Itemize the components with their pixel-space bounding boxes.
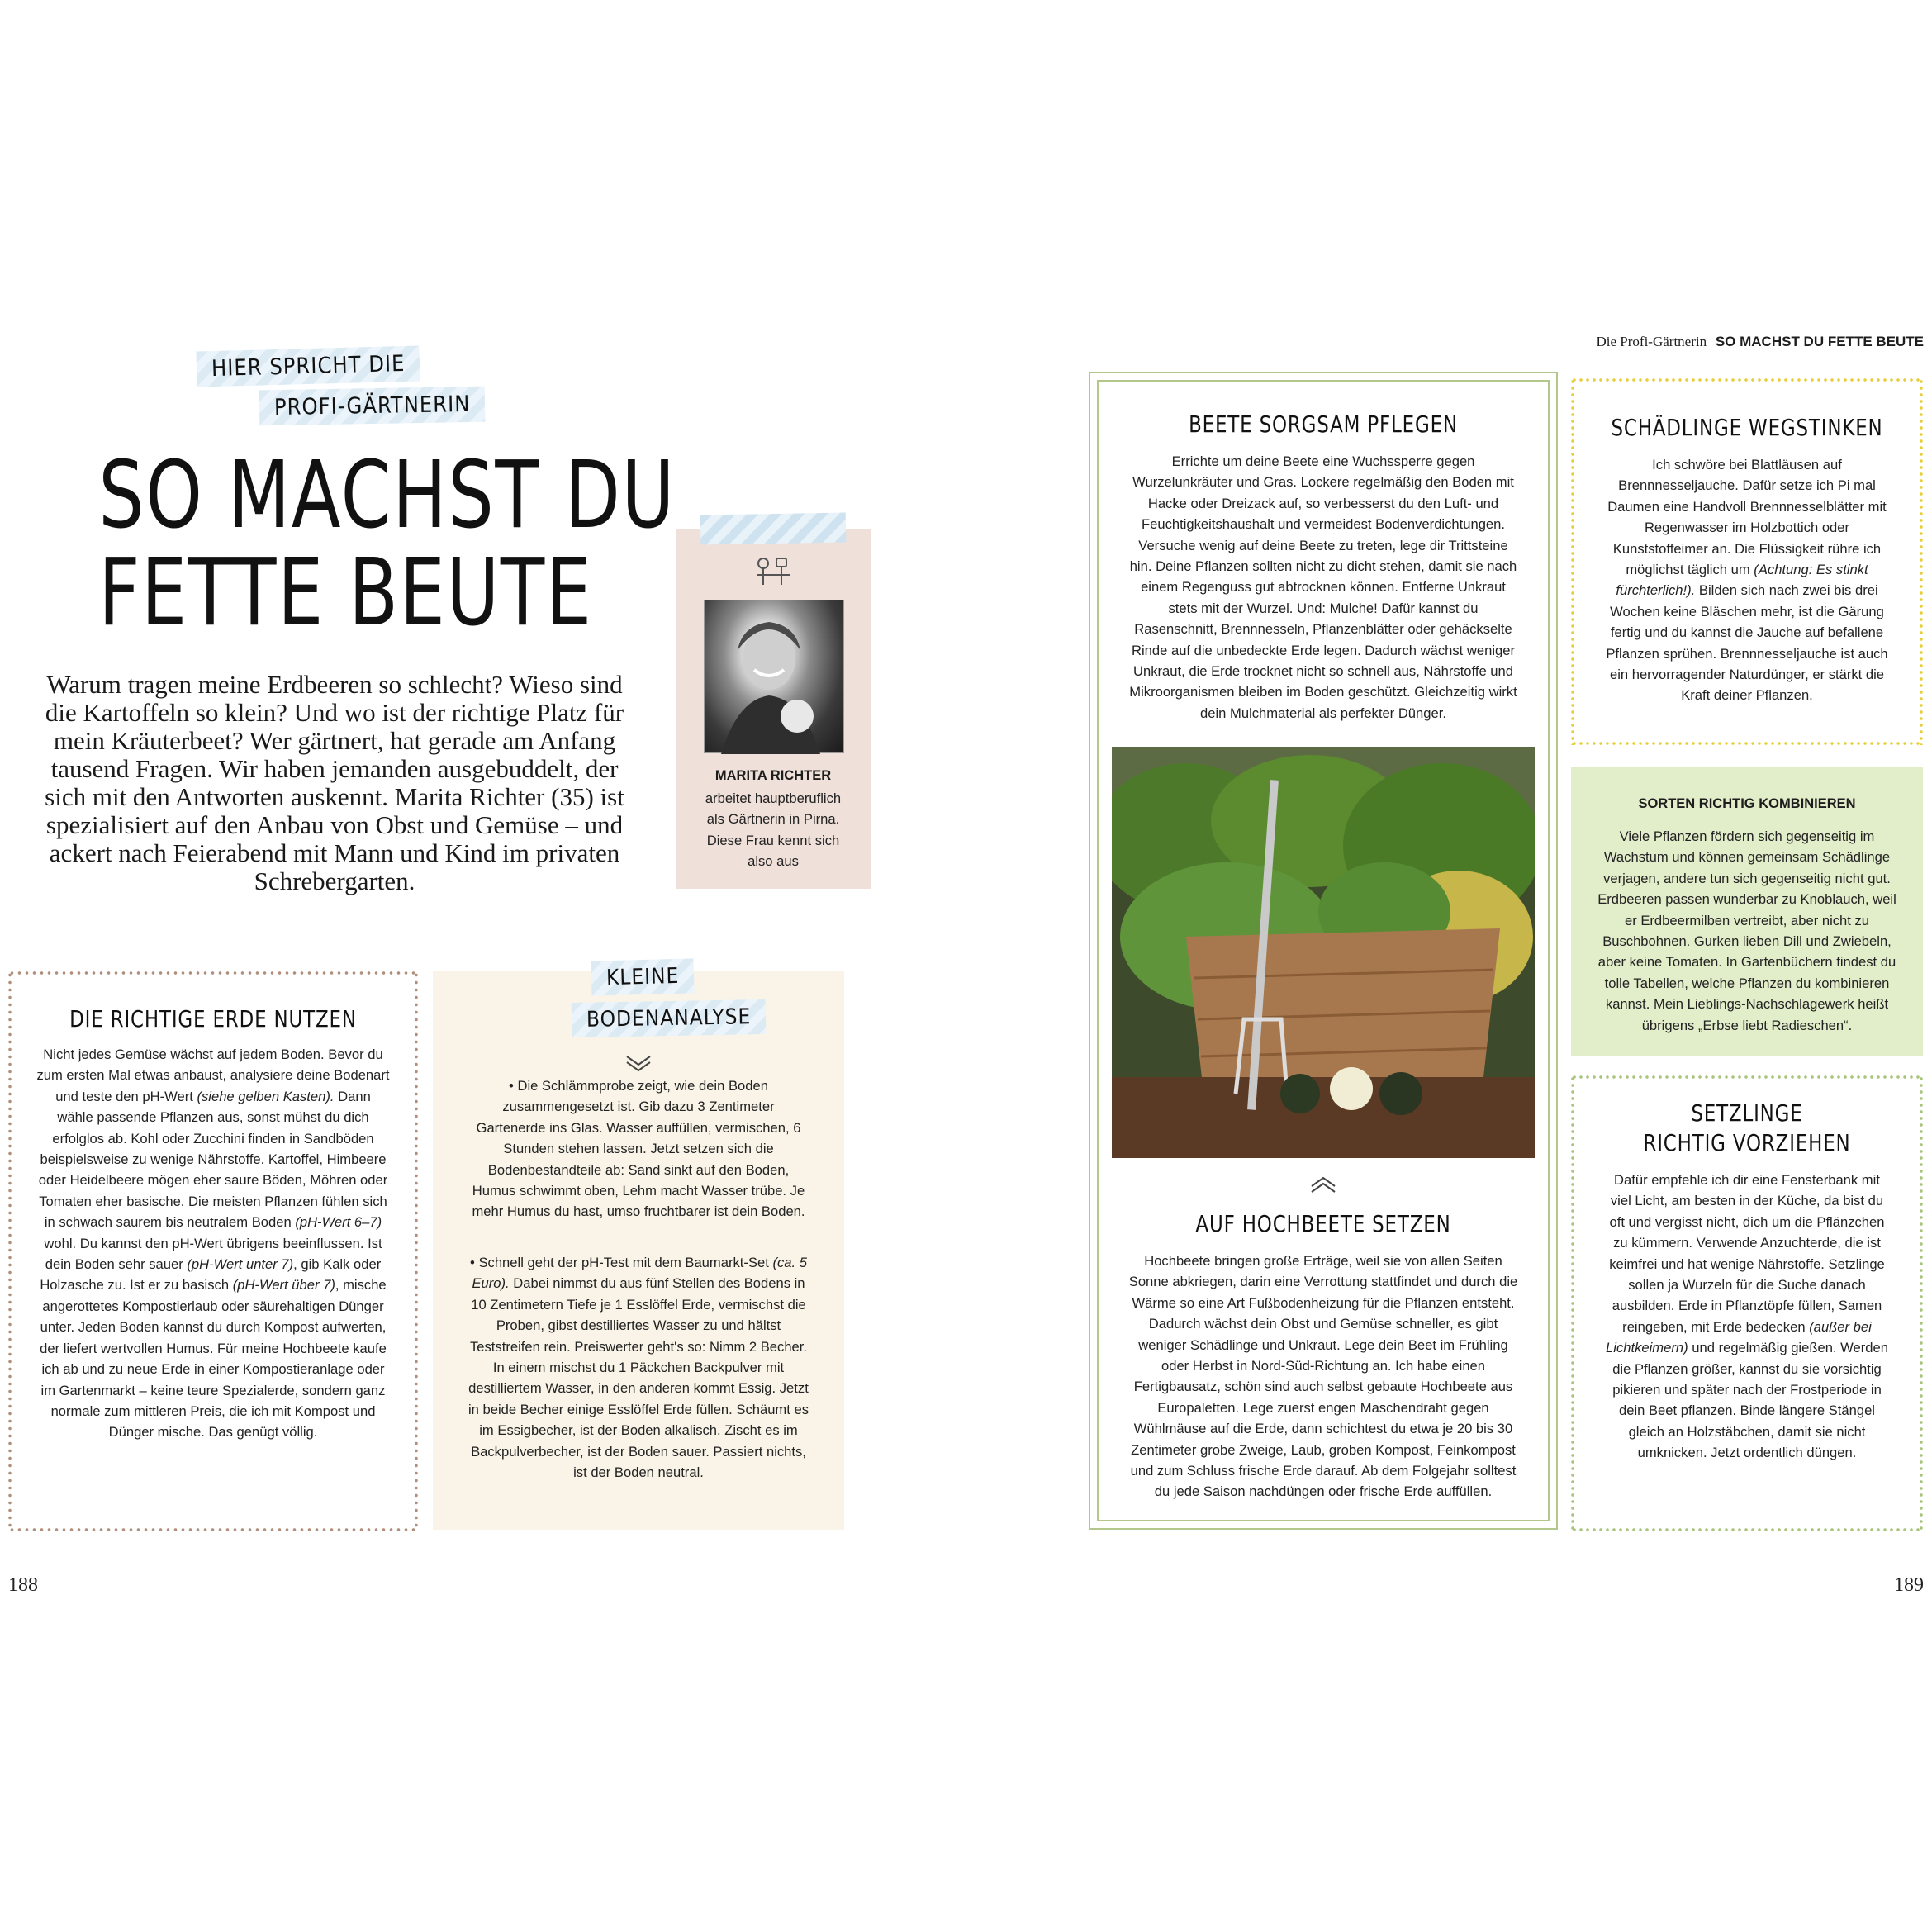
tape-label-profi-gaertnerin: PROFI-GÄRTNERIN [259,387,486,426]
box-text-beete: Errichte um deine Beete eine Wuchssperre gegen Wurzelunkräuter und Gras. Lockere regelmäßig den Boden mit Hacke oder Dreizack auf, so verbesserst du den Luft- und Feuchtigkeitshaushalt und vermeidest Bodenverdichtungen. Versuche wenig auf deine Beete zu treten, lege dir Trittsteine hin. Deine Pflanzen sollten nicht zu dicht stehen, damit sie nach einem Regenguss gut abtrocknen können. Entferne Unkraut stets mit der Wurzel. Und: Mulche! Dafür kannst du Rasenschnitt, Brennnesseln, Pflanzenblätter oder gehäckselte Rinde auf die unbedeckte Erde legen. Dadurch wächst weniger Unkraut, die Erde trocknet nicht so schnell aus, Nährstoffe und Mikroorganismen bleiben im Boden geschützt. Gleichzeitig wirkt dein Mulchmaterial als perfekter Dünger. [1129,453,1517,721]
box-title-setzlinge-2: RICHTIG VORZIEHEN [1643,1129,1851,1156]
box-text-setzlinge: Dafür empfehle ich dir eine Fensterbank mit viel Licht, am besten in der Küche, da bist du oft und vergisst nicht, dich um die Pflänzchen zu kümmern. Verwende Anzuchterde, die ist keimfrei und hat wenige Nährstoffe. Setzlinge sollen ja Wurzeln für die Suche danach ausbilden. Erde in Pflanztöpfe füllen, Samen reingeben, mit Erde bedecken (außer bei Lichtkeimern) und regelmäßig gießen. Werden die Pflanzen größer, kannst du sie vorsichtig pikieren und später nach der Frostperiode in dein Beet pflanzen. Binde längere Stängel gleich an Holzstäbchen, damit sie nicht umknicken. Jetzt ordentlich düngen. [1606,1172,1888,1461]
chevron-up-icon [1309,1176,1337,1194]
page-title-line1: SO MACHST DU [98,442,676,549]
box-title-beete: BEETE SORGSAM PFLEGEN [1189,411,1458,438]
raised-bed-photo [1112,747,1535,1158]
box-title-hochbeete: AUF HOCHBEETE SETZEN [1195,1210,1451,1237]
box-title-schaedlinge: SCHÄDLINGE WEGSTINKEN [1611,414,1883,441]
profile-name: MARITA RICHTER [714,768,832,783]
page-title-line2: FETTE BEUTE [98,539,593,647]
box-text-erde: Nicht jedes Gemüse wächst auf jedem Boden. Bevor du zum ersten Mal etwas anbaust, analysiere deine Bodenart und teste den pH-Wert (siehe gelben Kasten). Dann wähle passende Pflanzen aus, sonst mühst du dich erfolglos ab. Kohl oder Zucchini finden in Sandböden beispielsweise zu wenige Nährstoffe. Kartoffel, Himbeere oder Heidelbeere mögen eher saure Böden, Möhren oder Tomaten eher basische. Die meisten Pflanzen fühlen sich in schwach saurem bis neutralem Boden (pH-Wert 6–7) wohl. Du kannst den pH-Wert übrigens beeinflussen. Ist dein Boden sehr sauer (pH-Wert unter 7), gib Kalk oder Holzasche zu. Ist er zu basisch (pH-Wert über 7), mische angerottetes Kompostierlaub oder säurehaltigen Dünger unter. Jeden Boden kannst du durch Kompost aufwerten, der liefert wertvollen Humus. Für meine Hochbeete kaufe ich ab und zu neue Erde in einer Kompostieranlage oder im Gartenmarkt – keine teure Spezialerde, sondern ganz normale zum mittleren Preis, die ich mit Kompost und Dünger mische. Das genügt völlig. [36,1047,390,1441]
tape-label-kleine: KLEINE [591,958,694,995]
box-title-erde: DIE RICHTIGE ERDE NUTZEN [69,1005,357,1032]
box-text-bodenanalyse-2: • Schnell geht der pH-Test mit dem Baumarkt-Set (ca. 5 Euro). Dabei nimmst du aus fünf Stellen des Bodens in 10 Zentimetern Tiefe je 1 Esslöffel Erde, vermischst die Proben, gibst destilliertes Wasser zu und hältst Teststreifen rein. Preiswerter geht's so: Nimm 2 Becher. In einem mischst du 1 Päckchen Backpulver mit destilliertem Wasser, in den anderen kommt Essig. Jetzt in beide Becher einige Esslöffel Erde füllen. Schäumt es im Essigbecher, ist der Boden alkalisch. Zischt es im Backpulverbecher, ist der Boden sauer. Passiert nichts, ist der Boden neutral. [468,1255,809,1481]
box-text-hochbeete: Hochbeete bringen große Erträge, weil sie von allen Seiten Sonne abkriegen, darin eine Verrottung stattfindet und durch die Wärme so eine Art Fußbodenheizung für die Pflanzen entsteht. Dadurch wächst dein Obst und Gemüse schneller, es gibt weniger Schädlinge und Unkraut. Lege dein Beet im Frühling oder Herbst in Nord-Süd-Richtung an. Ich habe einen Fertigbausatz, schön sind auch selbst gebaute Hochbeete aus Europaletten. Lege zuerst engen Maschendraht gegen Wühlmäuse auf die Erde, dann schichtest du etwa je 20 bis 30 Zentimeter grobe Zweige, Laub, groben Kompost, Feinkompost und zum Schluss frische Erde darauf. Ab dem Folgejahr solltest du jede Saison nachdüngen oder frische Erde auffüllen. [1128,1253,1518,1500]
box-sorten [1571,767,1923,1056]
box-richtige-erde [8,971,418,1531]
box-schaedlinge [1571,378,1923,745]
profile-card-tape [700,512,847,544]
box-text-schaedlinge: Ich schwöre bei Blattläusen auf Brennnesseljauche. Dafür setze ich Pi mal Daumen eine Handvoll Brennnesselblätter mit Regenwasser im Holzbottich oder Kunststoffeimer an. Die Flüssigkeit rühre ich möglichst täglich um (Achtung: Es stinkt fürchterlich!). Bilden sich nach zwei bis drei Wochen keine Bläschen mehr, ist die Gärung fertig und du kannst die Jauche auf befallene Pflanzen sprühen. Brennnesseljauche ist auch ein hervorragender Naturdünger, er stärkt die Kraft deiner Pflanzen. [1606,457,1888,704]
page-number-right: 189 [1894,1574,1924,1596]
box-setzlinge [1571,1075,1923,1531]
page-number-left: 188 [8,1574,38,1596]
box-text-bodenanalyse-1: • Die Schlämmprobe zeigt, wie dein Boden zusammengesetzt ist. Gib dazu 3 Zentimeter Gartenerde ins Glas. Wasser auffüllen, vermischen, 6 Stunden stehen lassen. Jetzt setzen sich die Bodenbestandteile ab: Sand sinkt auf den Boden, Humus schwimmt oben, Lehm macht Wasser trübe. Je mehr Humus du hast, umso fruchtbarer ist dein Boden. [472,1078,805,1220]
intro-paragraph: Warum tragen meine Erdbeeren so schlecht? Wieso sind die Kartoffeln so klein? Und wo ist der richtige Platz für mein Kräuterbeet? Wer gärtnert, hat gerade am Anfang tausend Fragen. Wir haben jemanden ausgebuddelt, der sich mit den Antworten auskennt. Marita Richter (35) ist spezialisiert auf den Anbau von Obst und Gemüse – und ackert nach Feierabend mit Mann und Kind im privaten Schrebergarten. [45,670,624,895]
tape-label-bodenanalyse: BODENANALYSE [572,999,767,1037]
box-text-sorten: Viele Pflanzen fördern sich gegenseitig im Wachstum und können gemeinsam Schädlinge verjagen, andere tun sich gegenseitig nicht gut. Erdbeeren passen wunderbar zu Knoblauch, weil er Erdbeermilben vertreibt, aber nicht zu Buschbohnen. Gurken lieben Dill und Zwiebeln, aber keine Tomaten. In Gartenbüchern findest du tolle Tabellen, welche Pflanzen du kombinieren kannst. Mein Lieblings-Nachschlagewerk heißt übrigens „Erbse liebt Radieschen“. [1597,828,1896,1033]
chevron-down-icon [624,1054,653,1072]
tape-label-hier-spricht: HIER SPRICHT DIE [196,345,420,387]
box-title-sorten: SORTEN RICHTIG KOMBINIEREN [1638,796,1856,811]
running-header-section: Die Profi-Gärtnerin [1596,334,1707,349]
running-header-title: SO MACHST DU FETTE BEUTE [1715,334,1924,349]
running-header [1597,334,1925,350]
garden-tools-icon [753,555,793,588]
profile-card [676,529,871,889]
box-bodenanalyse [433,963,844,1530]
box-beete-hochbeete [1089,372,1558,1530]
profile-caption: arbeitet hauptberuflich als Gärtnerin in Pirna. Diese Frau kennt sich also aus [705,790,842,870]
profile-photo [704,600,844,753]
box-title-setzlinge-1: SETZLINGE [1691,1099,1803,1127]
